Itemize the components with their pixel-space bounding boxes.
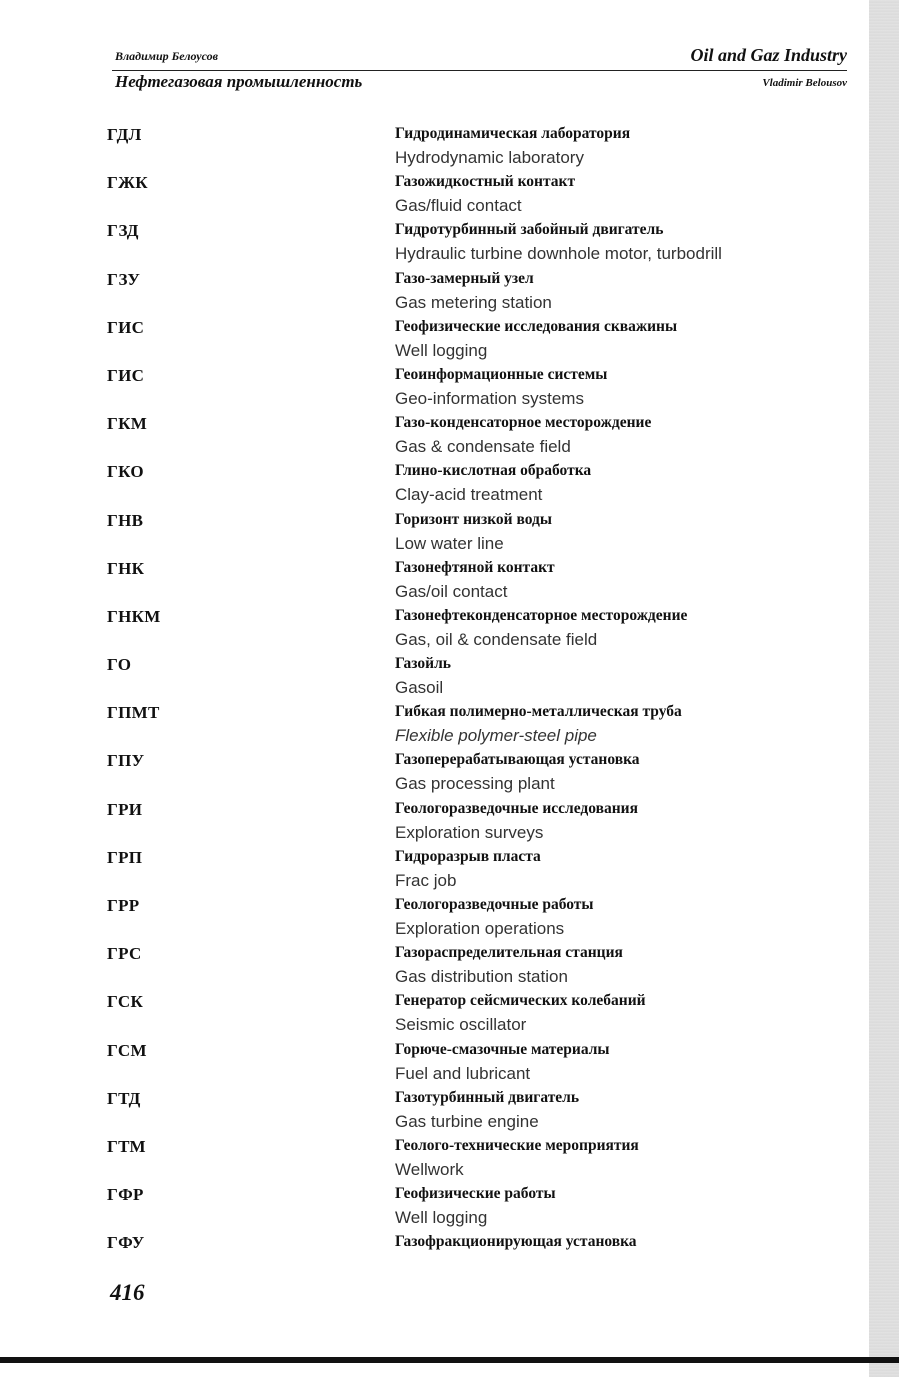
entry-abbreviation: ГКО — [107, 462, 144, 482]
entry-abbreviation: ГЗУ — [107, 269, 141, 289]
entry-term-en: Gasoil — [395, 678, 444, 698]
entry-abbreviation: ГИС — [107, 317, 145, 337]
entry-term-ru: Газо-замерный узел — [395, 269, 534, 287]
entry-abbreviation: ГФР — [107, 1185, 144, 1205]
entry-term-en: Gas & condensate field — [395, 437, 571, 457]
entry-abbreviation: ГТД — [107, 1088, 141, 1108]
glossary-entry — [0, 797, 899, 845]
entry-term-ru: Генератор сейсмических колебаний — [395, 992, 646, 1010]
entry-term-ru: Гидроразрыв пласта — [395, 847, 541, 865]
glossary-entry — [0, 989, 899, 1037]
entry-term-ru: Геолого-технические мероприятия — [395, 1136, 639, 1154]
entry-abbreviation: ГНК — [107, 558, 145, 578]
glossary-entry — [0, 941, 899, 989]
entry-term-ru: Геологоразведочные исследования — [395, 799, 638, 817]
running-header-bottom — [115, 72, 847, 94]
entry-abbreviation: ГПУ — [107, 751, 145, 771]
entry-term-ru: Геофизические работы — [395, 1185, 556, 1203]
glossary-entry — [0, 411, 899, 459]
entry-abbreviation: ГЖК — [107, 173, 148, 193]
entry-term-ru: Газо-конденсаторное месторождение — [395, 414, 652, 432]
entry-term-ru: Газонефтяной контакт — [395, 558, 555, 576]
entry-term-ru: Горизонт низкой воды — [395, 510, 552, 528]
entry-term-en: Gas, oil & condensate field — [395, 629, 598, 649]
glossary-entry — [0, 1182, 899, 1230]
page-bottom-border — [0, 1357, 899, 1363]
entry-term-en: Gas turbine engine — [395, 1111, 539, 1131]
glossary-entry — [0, 1086, 899, 1134]
glossary-entry — [0, 218, 899, 266]
glossary-entry — [0, 604, 899, 652]
entry-term-ru: Газораспределительная станция — [395, 944, 623, 962]
entry-term-en: Hydrodynamic laboratory — [395, 148, 584, 167]
glossary-entry — [0, 508, 899, 556]
glossary-entry — [0, 170, 899, 218]
header-title-en: Oil and Gaz Industry — [690, 45, 847, 65]
entry-abbreviation: ГРС — [107, 944, 142, 964]
entry-term-en: Clay-acid treatment — [395, 485, 543, 505]
entry-abbreviation: ГПМТ — [107, 703, 160, 723]
glossary-entry — [0, 315, 899, 363]
entry-term-en: Gas/oil contact — [395, 581, 508, 601]
glossary-entry — [0, 459, 899, 507]
entry-term-en: Gas metering station — [395, 292, 552, 312]
entry-term-ru: Гидротурбинный забойный двигатель — [395, 221, 664, 239]
entry-term-ru: Геофизические исследования скважины — [395, 317, 678, 335]
glossary-entry — [0, 267, 899, 315]
glossary-entry — [0, 893, 899, 941]
entry-term-ru: Геологоразведочные работы — [395, 896, 594, 913]
entry-term-en: Gas processing plant — [395, 774, 555, 794]
entry-term-ru: Геоинформационные системы — [395, 365, 608, 383]
entry-abbreviation: ГО — [107, 655, 132, 675]
glossary-entry — [0, 1038, 899, 1086]
entry-term-en: Fuel and lubricant — [395, 1063, 531, 1083]
entry-term-en: Low water line — [395, 533, 504, 553]
header-author-en: Vladimir Belousov — [762, 77, 847, 89]
glossary-entry — [0, 1230, 899, 1278]
entry-abbreviation: ГРР — [107, 896, 140, 915]
entry-term-ru: Гибкая полимерно-металлическая труба — [395, 703, 682, 721]
glossary-entry — [0, 122, 899, 170]
entry-term-en: Geo-information systems — [395, 388, 584, 408]
entry-abbreviation: ГРП — [107, 847, 143, 867]
entry-abbreviation: ГЗД — [107, 221, 139, 241]
glossary-list — [0, 122, 899, 1279]
header-divider — [112, 70, 847, 71]
header-author-ru: Владимир Белоусов — [115, 49, 218, 63]
entry-abbreviation: ГТМ — [107, 1136, 146, 1156]
glossary-entry — [0, 363, 899, 411]
entry-term-en: Gas/fluid contact — [395, 196, 522, 216]
glossary-entry — [0, 1134, 899, 1182]
entry-term-en: Hydraulic turbine downhole motor, turbodrill — [395, 244, 722, 264]
entry-abbreviation: ГФУ — [107, 1233, 145, 1253]
entry-term-en: Exploration operations — [395, 919, 565, 938]
entry-term-en: Seismic oscillator — [395, 1015, 527, 1035]
glossary-entry — [0, 556, 899, 604]
entry-term-en: Exploration surveys — [395, 822, 544, 842]
entry-term-ru: Газотурбинный двигатель — [395, 1088, 580, 1106]
entry-term-ru: Газоперерабатывающая установка — [395, 751, 640, 769]
entry-term-ru: Гидродинамическая лаборатория — [395, 125, 631, 142]
glossary-entry — [0, 700, 899, 748]
entry-abbreviation: ГРИ — [107, 799, 143, 819]
entry-abbreviation: ГНВ — [107, 510, 144, 530]
entry-term-en: Gas distribution station — [395, 967, 568, 987]
entry-abbreviation: ГСК — [107, 992, 144, 1012]
entry-term-ru: Глино-кислотная обработка — [395, 462, 592, 480]
entry-term-en: Well logging — [395, 340, 488, 360]
glossary-entry — [0, 845, 899, 893]
entry-abbreviation: ГКМ — [107, 414, 148, 434]
running-header-top — [115, 45, 847, 69]
entry-abbreviation: ГИС — [107, 365, 145, 385]
header-title-ru: Нефтегазовая промышленность — [115, 72, 363, 91]
entry-term-en: Flexible polymer-steel pipe — [395, 726, 597, 746]
entry-term-ru: Горюче-смазочные материалы — [395, 1040, 610, 1058]
entry-abbreviation: ГНКМ — [107, 606, 161, 626]
entry-term-ru: Газофракционирующая установка — [395, 1233, 637, 1251]
entry-abbreviation: ГСМ — [107, 1040, 147, 1060]
entry-abbreviation: ГДЛ — [107, 125, 142, 144]
entry-term-ru: Газойль — [395, 655, 451, 673]
entry-term-en: Frac job — [395, 870, 457, 890]
entry-term-en: Well logging — [395, 1208, 488, 1228]
entry-term-ru: Газожидкостный контакт — [395, 173, 576, 191]
entry-term-ru: Газонефтеконденсаторное месторождение — [395, 606, 688, 624]
glossary-entry — [0, 748, 899, 796]
entry-term-en: Wellwork — [395, 1159, 464, 1179]
glossary-entry — [0, 652, 899, 700]
page-number: 416 — [110, 1280, 145, 1305]
